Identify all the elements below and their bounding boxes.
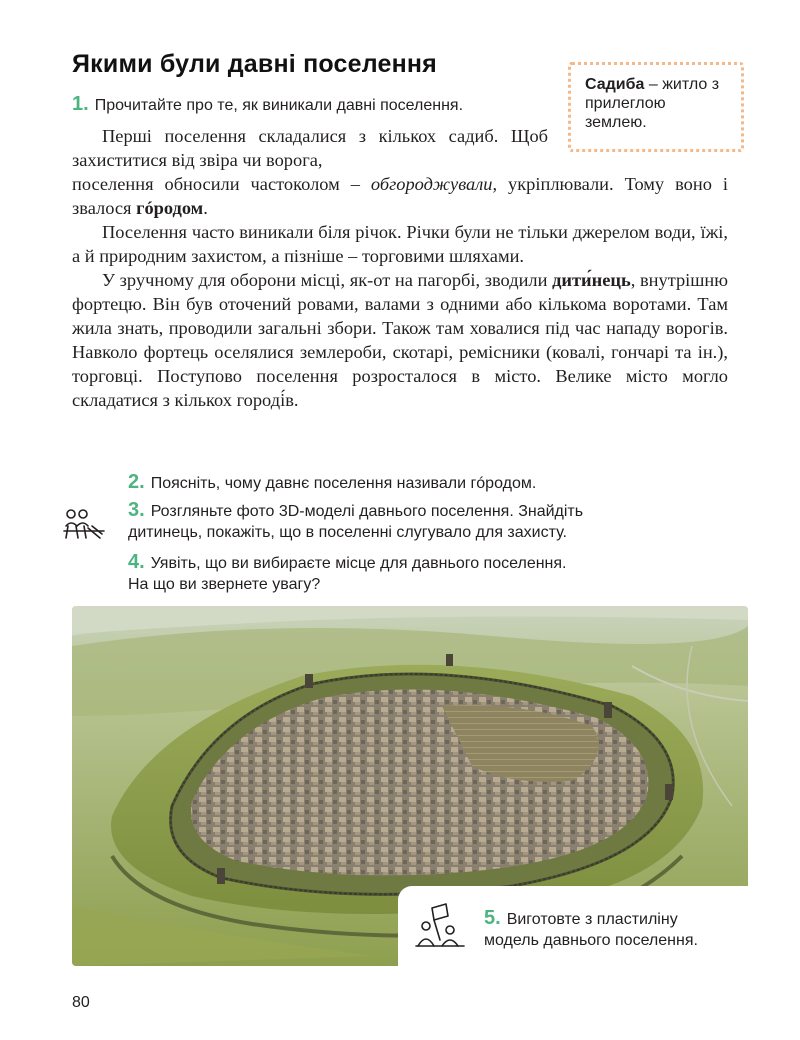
task-number: 3. [128,499,145,521]
task-text: Прочитайте про те, як виникали давні поселення. [94,97,464,114]
page-number: 80 [72,994,90,1011]
task-text: Розгляньте фото 3D-моделі давнього поселення. Знайдіть [150,503,584,520]
task-5 [484,908,754,951]
craft-flag-icon [414,900,466,950]
task-text: Уявіть, що ви вибираєте місце для давнього поселення. [150,555,567,572]
pair-work-icon [62,508,106,544]
task-1 [72,94,463,116]
task-text: Поясніть, чому давнє поселення називали гóродом. [150,475,537,492]
definition-term: Садиба [585,76,645,93]
task-number: 2. [128,471,145,493]
task-text-cont: дитинець, покажіть, що в поселенні слугувало для захисту. [128,524,567,541]
task-text: Виготовте з пластиліну [506,911,678,928]
term-bold: гóродом [136,198,204,218]
task-3 [128,500,688,543]
definition-text: – житло з прилеглою землею. [585,76,720,131]
task-4 [128,552,688,595]
term-emphasis: обгороджували [370,174,493,194]
task-text-cont: модель давнього поселення. [484,932,698,949]
main-text [72,124,728,412]
task-text-cont: На що ви звернете увагу? [128,576,321,593]
task-number: 5. [484,907,501,929]
task-number: 4. [128,551,145,573]
paragraph-1a: Перші поселення складалися з кількох садиб. Щоб захиститися від звіра чи ворога, [72,126,548,170]
task-number: 1. [72,93,89,115]
task-5-box [398,886,750,966]
paragraph-3: У зручному для оборони місці, як-от на пагорбі, зводили дити́нець, внутрішню фортецю. Він був оточений ровами, валами з одними або кількома воротами. Там жила знать, проводили загальні збори. Також там ховалися під час нападу ворогів. Навколо фортець оселялися землероби, скотарі, ремісники (ковалі, гончарі та ін.), торговці. Поступово поселення розросталося в місто. Велике місто могло складатися з кількох городі́в. [72,270,728,410]
task-2 [128,472,536,494]
paragraph-2: Поселення часто виникали біля річок. Річки були не тільки джерелом води, їжі, а й природним захистом, а пізніше – торговими шляхами. [72,222,728,266]
paragraph-1b: поселення обносили частоколом – обгороджували, укріплювали. Тому воно і звалося гóродом. [72,174,728,218]
page-title: Якими були давні поселення [72,50,437,78]
term-bold: дити́нець [552,270,631,290]
